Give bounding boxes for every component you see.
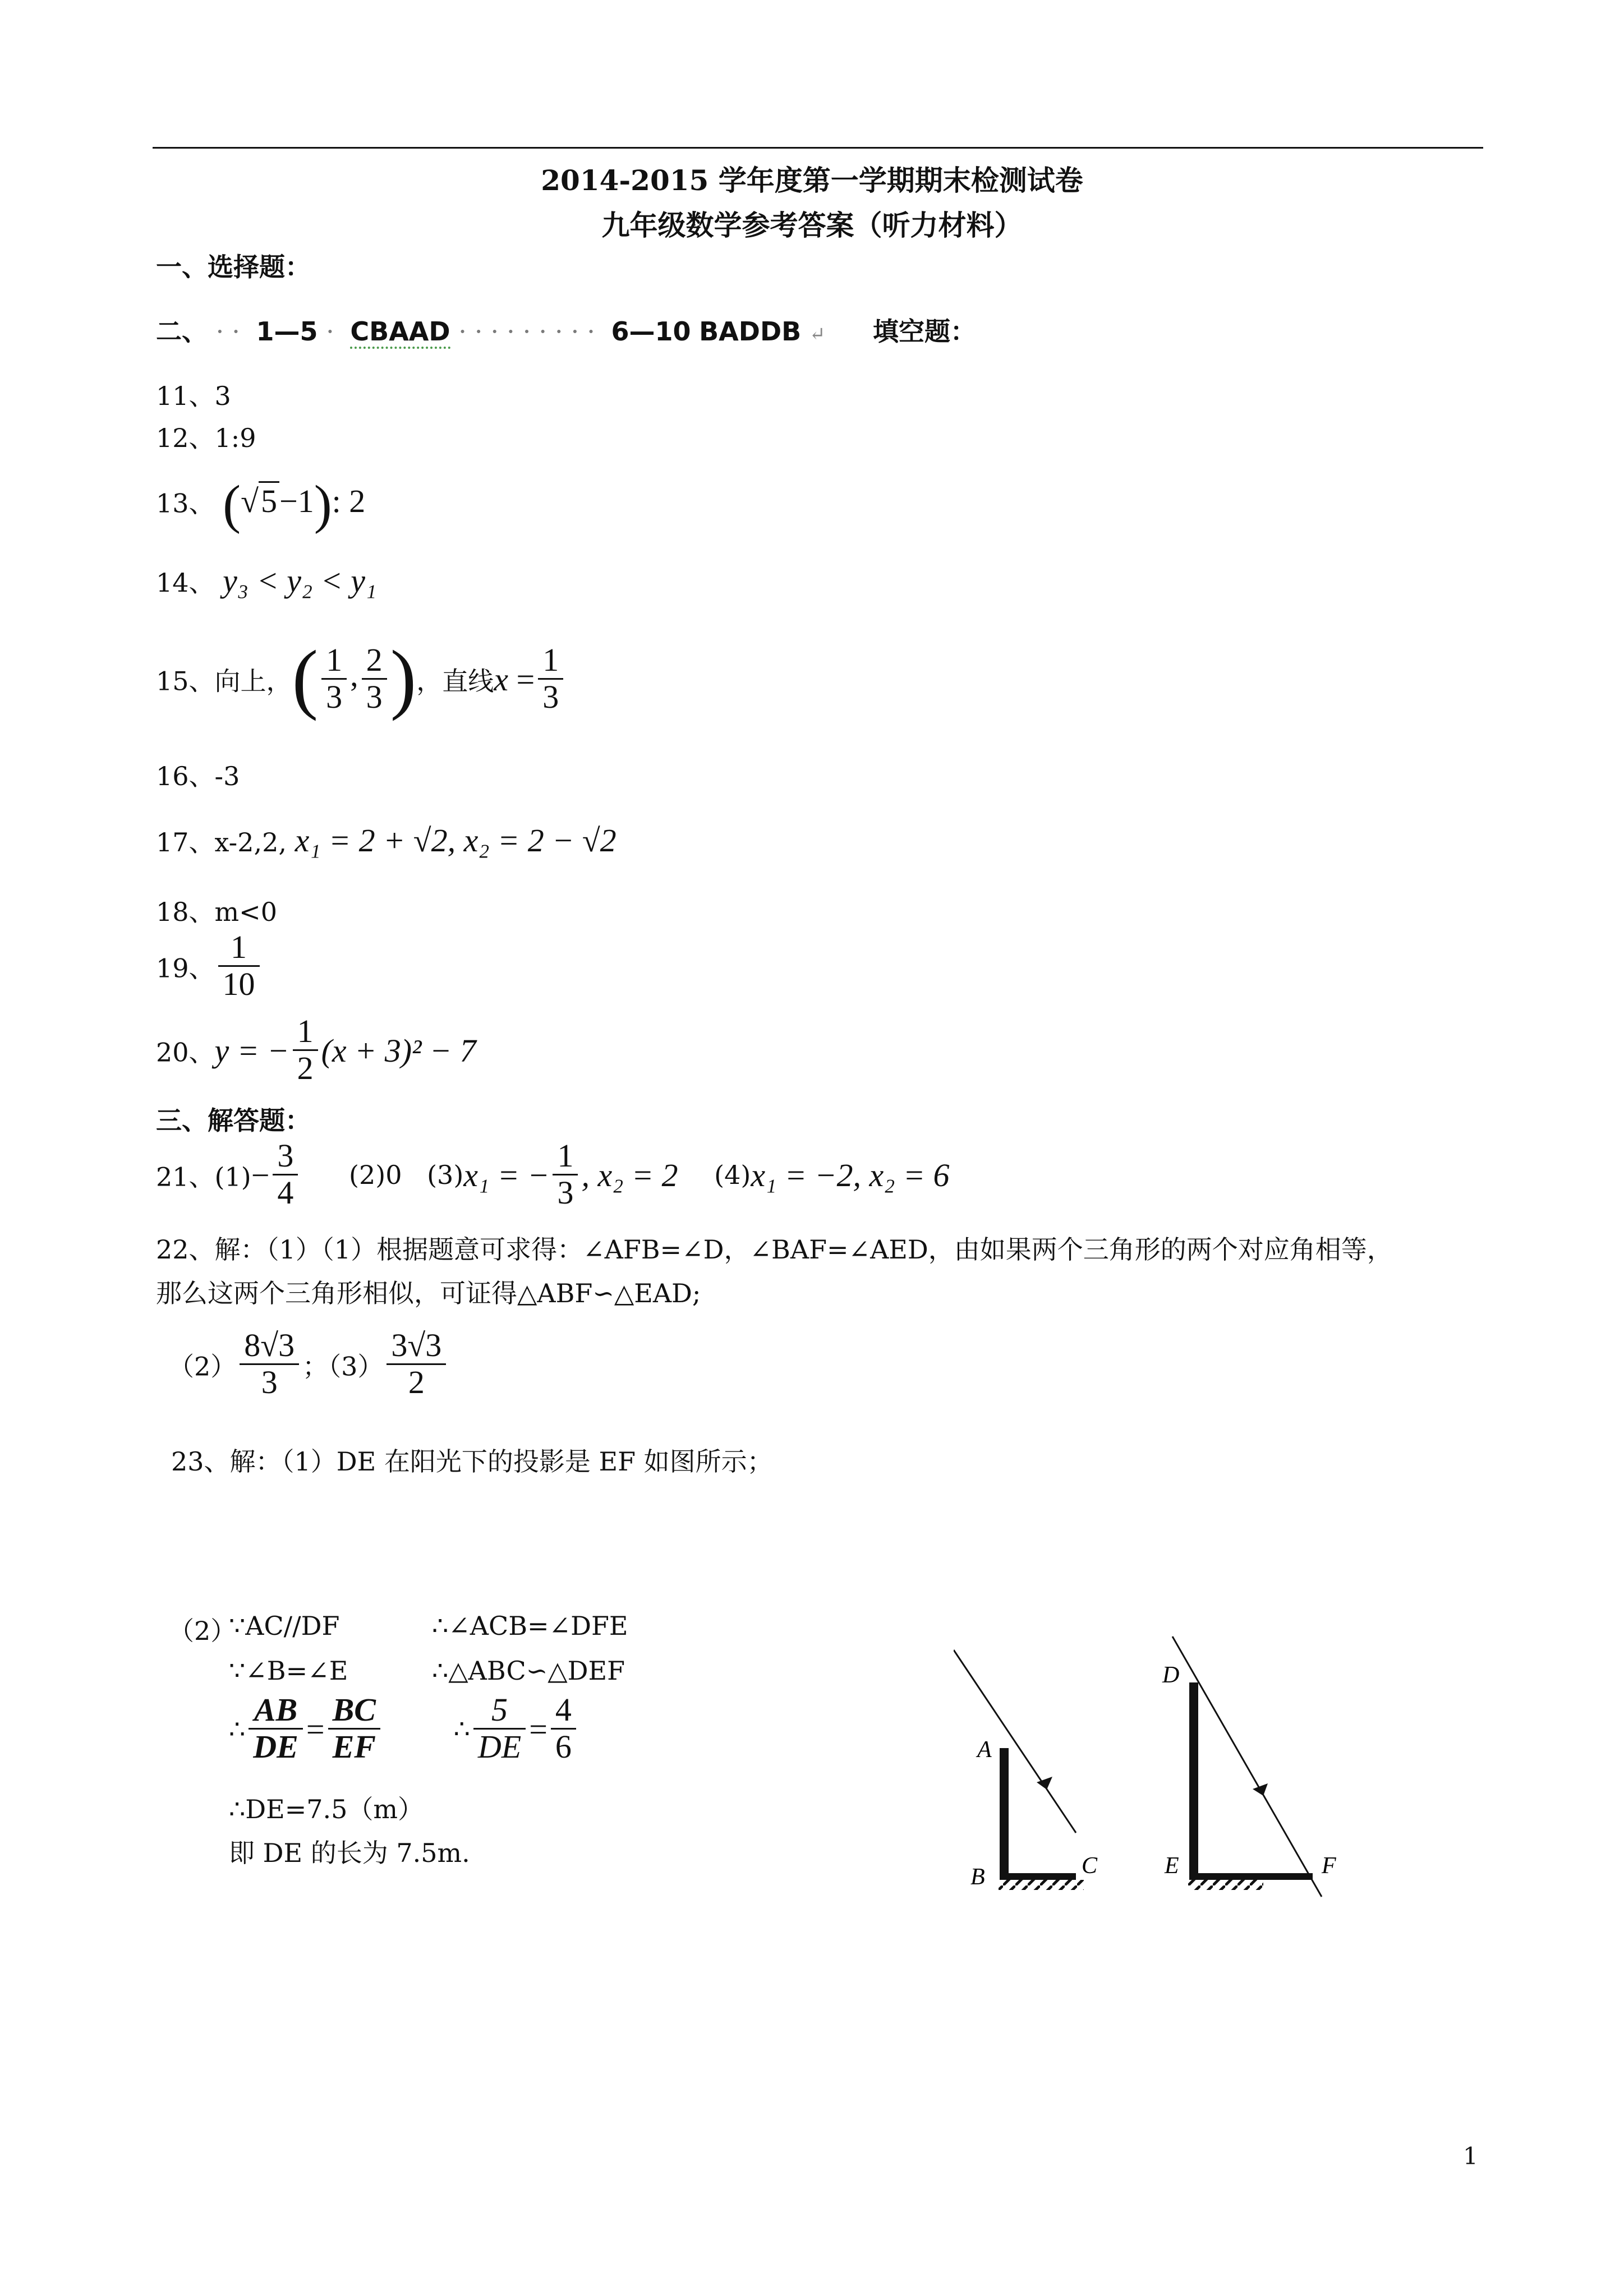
q23-line1: 23、解：（1）DE 在阳光下的投影是 EF 如图所示； [171, 1446, 773, 1477]
section-choice-label: 一、选择题： [156, 252, 311, 282]
q21-part3-label: (3) [427, 1160, 464, 1191]
answer-17-expr: x₁ = 2 + √2, x₂ = 2 − √2 [295, 822, 617, 859]
section-fill-row [156, 311, 976, 348]
paren: ( [292, 635, 319, 722]
q21-sign: − [251, 1156, 270, 1193]
range-1-5: 1—5 [256, 316, 318, 347]
ground-hatch [999, 1880, 1084, 1890]
q22-line2: 那么这两个三角形相似，可证得△ABF∽△EAD; [156, 1278, 701, 1308]
q23-l1b: ∴∠ACB=∠DFE [432, 1611, 628, 1641]
answer-14-num: 14、 [156, 568, 215, 598]
frac-den: 3 [261, 1363, 278, 1400]
answer-12: 12、1:9 [156, 423, 256, 453]
paren: ) [390, 635, 417, 722]
answer-17 [156, 822, 617, 859]
answer-19 [156, 930, 263, 1002]
frac-den: 10 [222, 965, 255, 1002]
q23-proportion [229, 1693, 579, 1764]
frac-num: 4 [551, 1693, 576, 1730]
q21-part4-label: (4) [714, 1160, 751, 1191]
sqrt-arg: 5 [259, 481, 279, 519]
arrow-head [1253, 1783, 1268, 1796]
sun-ray-left [954, 1650, 1076, 1833]
q22-p2-label: （2） [168, 1351, 237, 1382]
answer-15-text2: ，直线 [416, 666, 494, 697]
dot-leader: · [326, 316, 342, 347]
therefore-symbol: ∴ [453, 1714, 470, 1745]
var-x: x [494, 661, 509, 698]
label-f: F [1322, 1853, 1336, 1879]
equals: = [306, 1711, 325, 1748]
answer-13-num: 13、 [156, 488, 215, 519]
q23-p2-label: （2） [168, 1616, 237, 1646]
label-d: D [1162, 1662, 1180, 1688]
return-mark: ↵ [809, 323, 826, 345]
doc-title: 2014-2015 学年度第一学期期末检测试卷 [541, 164, 1083, 197]
answer-20-lhs: y = − [214, 1032, 289, 1069]
label-a: A [977, 1737, 992, 1763]
frac-num: AB [249, 1693, 303, 1730]
q22-p3-label: （3） [328, 1351, 384, 1382]
answer-13: 13、 (√5−1): 2 [156, 474, 366, 534]
answer-15-num: 15、 [156, 666, 215, 697]
frac-num: 1 [321, 643, 347, 680]
section-solve-label: 三、解答题： [156, 1105, 311, 1136]
frac-num: 5 [473, 1693, 526, 1730]
doc-subtitle: 九年级数学参考答案（听力材料） [601, 209, 1023, 242]
therefore-symbol: ∴ [229, 1714, 246, 1745]
paren: ) [314, 474, 332, 534]
frac-den: 3 [326, 678, 343, 715]
q21-part4-expr: x₁ = −2, x₂ = 6 [751, 1156, 950, 1193]
answer-14-expr: y₃ < y₂ < y₁ [223, 563, 377, 599]
frac-num: BC [328, 1693, 380, 1730]
dot-leader: ········· [458, 316, 603, 347]
frac-den: 2 [408, 1363, 425, 1400]
frac-den: EF [332, 1728, 376, 1765]
fill-label: 填空题： [872, 316, 976, 347]
frac-den: 3 [542, 678, 559, 715]
answer-19-num: 19、 [156, 953, 215, 984]
q23-l2a: ∵∠B=∠E [229, 1656, 348, 1686]
q23-l1a: ∵AC//DF [229, 1611, 340, 1641]
frac-num: 1 [218, 930, 260, 967]
frac-den: DE [477, 1728, 522, 1765]
answer-14 [156, 562, 376, 600]
frac-den: 3 [557, 1174, 574, 1211]
paren: ( [223, 474, 241, 534]
section-fill-num: 二、 [156, 316, 208, 347]
answer-15-text1: 向上， [214, 666, 292, 697]
q21-part3-a: x₁ = − [463, 1156, 550, 1193]
frac-num: 3√3 [387, 1328, 446, 1365]
range-6-10: 6—10 [611, 316, 691, 347]
answer-17-num: 17、x-2,2, [156, 827, 287, 857]
answer-20-num: 20、 [156, 1037, 215, 1068]
equals: = [529, 1711, 548, 1748]
answers-6-10: BADDB [699, 316, 802, 347]
q23-l2b: ∴△ABC∽△DEF [432, 1656, 625, 1686]
frac-den: 3 [366, 678, 383, 715]
frac-num: 2 [362, 643, 387, 680]
answer-20-rest: (x + 3)² − 7 [321, 1032, 476, 1069]
q22-parts [168, 1328, 449, 1400]
header-rule [153, 147, 1483, 149]
q23-l4: ∴DE=7.5（m） [229, 1794, 424, 1824]
page-number: 1 [1463, 2142, 1478, 2170]
frac-den: 2 [297, 1049, 314, 1086]
frac-num: 1 [553, 1138, 578, 1175]
answer-11: 11、3 [156, 381, 231, 411]
answer-20 [156, 1014, 476, 1086]
label-b: B [970, 1864, 985, 1890]
frac-den: DE [253, 1728, 298, 1765]
answer-21 [156, 1138, 950, 1210]
frac-den: 6 [555, 1728, 572, 1765]
q23-l5: 即 DE 的长为 7.5m. [229, 1838, 470, 1868]
frac-num: 3 [273, 1138, 298, 1175]
frac-num: 8√3 [240, 1328, 299, 1365]
label-e: E [1165, 1853, 1179, 1879]
answer-15: 15、向上，( $\frac{1}{3}$ , $\frac{2}{3}$ )，直线x = $\frac{1}{3}$ [156, 639, 567, 718]
answer-16: 16、-3 [156, 761, 240, 791]
q21-part3-b: , x₂ = 2 [581, 1156, 678, 1193]
q21-num: 21、(1) [156, 1161, 251, 1192]
q21-part2: (2)0 [349, 1160, 402, 1191]
equals: = [516, 661, 535, 698]
ground-hatch [1188, 1880, 1263, 1890]
frac-num: 1 [293, 1014, 318, 1051]
label-c: C [1082, 1853, 1098, 1879]
answers-1-5: CBAAD [350, 316, 450, 349]
ratio-two: : 2 [332, 483, 366, 520]
answer-18: 18、m<0 [156, 897, 277, 927]
frac-den: 4 [277, 1174, 294, 1211]
shadow-figure [954, 1626, 1369, 1918]
frac-num: 1 [538, 643, 563, 680]
minus-one: −1 [279, 483, 314, 520]
dot-leader: ·· [215, 316, 248, 347]
q22-line1: 22、解：（1）（1）根据题意可求得：∠AFB=∠D，∠BAF=∠AED，由如果两个三角形的两个对应角相等， [156, 1234, 1393, 1265]
separator: ； [302, 1351, 329, 1382]
